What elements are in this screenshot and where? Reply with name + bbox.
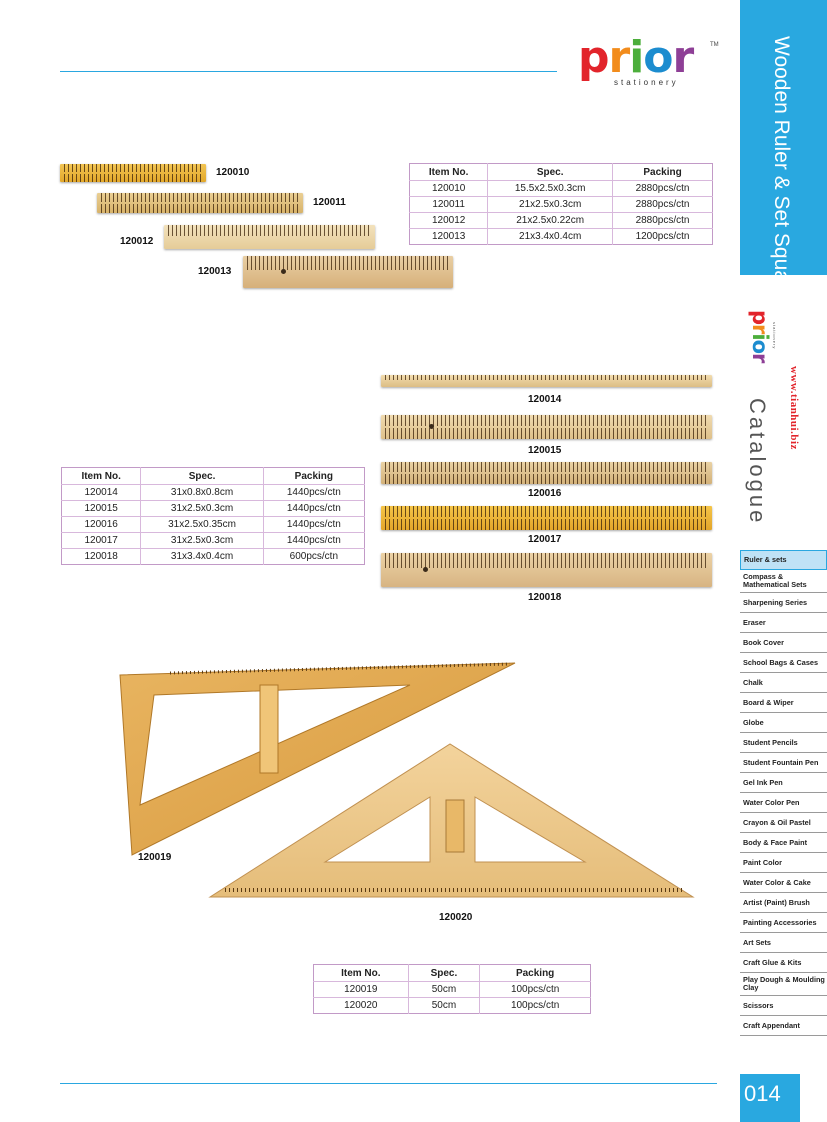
ruler-120011 xyxy=(97,193,303,213)
table-row: 120020 50cm 100pcs/ctn xyxy=(314,998,591,1014)
catalogue-label: Catalogue xyxy=(745,398,770,526)
label-120012: 120012 xyxy=(120,236,154,247)
table-header-row xyxy=(62,468,365,485)
brand-logo xyxy=(578,32,719,92)
nav-item-body-paint[interactable]: Body & Face Paint xyxy=(740,833,827,853)
table-row: 120018 31x3.4x0.4cm 600pcs/ctn xyxy=(62,549,365,565)
nav-item-gel-ink-pen[interactable]: Gel Ink Pen xyxy=(740,773,827,793)
table-row: 120010 15.5x2.5x0.3cm 2880pcs/ctn xyxy=(410,181,713,197)
category-nav xyxy=(740,550,827,1036)
nav-item-scissors[interactable]: Scissors xyxy=(740,996,827,1016)
nav-item-school-bags[interactable]: School Bags & Cases xyxy=(740,653,827,673)
bottom-rule xyxy=(60,1083,717,1084)
label-120011: 120011 xyxy=(313,197,346,208)
nav-item-play-dough[interactable]: Play Dough & Moulding Clay xyxy=(740,973,827,996)
column-header-item: Item No. xyxy=(62,468,141,485)
table-row: 120017 31x2.5x0.3cm 1440pcs/ctn xyxy=(62,533,365,549)
nav-item-compass[interactable]: Compass & Mathematical Sets xyxy=(740,570,827,593)
table-row: 120015 31x2.5x0.3cm 1440pcs/ctn xyxy=(62,501,365,517)
table-row: 120011 21x2.5x0.3cm 2880pcs/ctn xyxy=(410,197,713,213)
nav-item-eraser[interactable]: Eraser xyxy=(740,613,827,633)
website-url: www.tianhui.biz xyxy=(788,366,800,450)
nav-item-ruler-sets[interactable]: Ruler & sets xyxy=(740,550,827,570)
column-header-spec: Spec. xyxy=(488,164,613,181)
spec-table-1 xyxy=(409,163,713,245)
column-header-item: Item No. xyxy=(314,965,409,982)
table-row: 120019 50cm 100pcs/ctn xyxy=(314,982,591,998)
ruler-120013 xyxy=(243,256,453,288)
ruler-120018 xyxy=(381,553,712,587)
column-header-packing: Packing xyxy=(480,965,591,982)
logo-subtitle: stationery xyxy=(614,78,679,87)
nav-item-crayon[interactable]: Crayon & Oil Pastel xyxy=(740,813,827,833)
nav-item-student-pencils[interactable]: Student Pencils xyxy=(740,733,827,753)
column-header-item: Item No. xyxy=(410,164,488,181)
nav-item-paint-color[interactable]: Paint Color xyxy=(740,853,827,873)
nav-item-brush[interactable]: Artist (Paint) Brush xyxy=(740,893,827,913)
spec-table-2 xyxy=(61,467,365,565)
ruler-120017 xyxy=(381,506,712,530)
label-120020: 120020 xyxy=(439,912,473,923)
label-120013: 120013 xyxy=(198,266,232,277)
nav-item-fountain-pen[interactable]: Student Fountain Pen xyxy=(740,753,827,773)
ruler-120014 xyxy=(381,375,712,387)
nav-item-water-color-cake[interactable]: Water Color & Cake xyxy=(740,873,827,893)
column-header-spec: Spec. xyxy=(141,468,263,485)
table-header-row xyxy=(410,164,713,181)
nav-item-water-color-pen[interactable]: Water Color Pen xyxy=(740,793,827,813)
logo-wordmark: prior xyxy=(578,32,694,83)
nav-item-board-wiper[interactable]: Board & Wiper xyxy=(740,693,827,713)
ruler-120010 xyxy=(60,164,206,182)
table-row: 120016 31x2.5x0.35cm 1440pcs/ctn xyxy=(62,517,365,533)
column-header-packing: Packing xyxy=(263,468,364,485)
nav-item-craft-appendant[interactable]: Craft Appendant xyxy=(740,1016,827,1036)
ruler-120015 xyxy=(381,415,712,439)
nav-item-globe[interactable]: Globe xyxy=(740,713,827,733)
nav-item-painting-accessories[interactable]: Painting Accessories xyxy=(740,913,827,933)
table-row: 120013 21x3.4x0.4cm 1200pcs/ctn xyxy=(410,229,713,245)
label-120010: 120010 xyxy=(216,167,250,178)
side-logo: prior xyxy=(748,310,772,363)
label-120018: 120018 xyxy=(528,592,562,603)
label-120019: 120019 xyxy=(138,852,172,863)
nav-item-sharpening[interactable]: Sharpening Series xyxy=(740,593,827,613)
side-logo-subtitle: stationery xyxy=(772,322,777,350)
page-number: 014 xyxy=(744,1081,781,1106)
ruler-120012 xyxy=(164,225,375,249)
label-120015: 120015 xyxy=(528,445,562,456)
nav-item-book-cover[interactable]: Book Cover xyxy=(740,633,827,653)
table-row: 120012 21x2.5x0.22cm 2880pcs/ctn xyxy=(410,213,713,229)
logo-trademark: TM xyxy=(710,42,719,48)
top-rule xyxy=(60,71,557,72)
ruler-120016 xyxy=(381,462,712,484)
nav-item-craft-glue[interactable]: Craft Glue & Kits xyxy=(740,953,827,973)
section-title: Wooden Ruler & Set Square xyxy=(770,36,793,301)
nav-item-chalk[interactable]: Chalk xyxy=(740,673,827,693)
table-header-row xyxy=(314,965,591,982)
label-120017: 120017 xyxy=(528,534,562,545)
column-header-spec: Spec. xyxy=(408,965,480,982)
spec-table-3 xyxy=(313,964,591,1014)
table-row: 120014 31x0.8x0.8cm 1440pcs/ctn xyxy=(62,485,365,501)
nav-item-art-sets[interactable]: Art Sets xyxy=(740,933,827,953)
label-120014: 120014 xyxy=(528,394,562,405)
set-square-120020 xyxy=(205,742,697,908)
column-header-packing: Packing xyxy=(613,164,713,181)
label-120016: 120016 xyxy=(528,488,562,499)
